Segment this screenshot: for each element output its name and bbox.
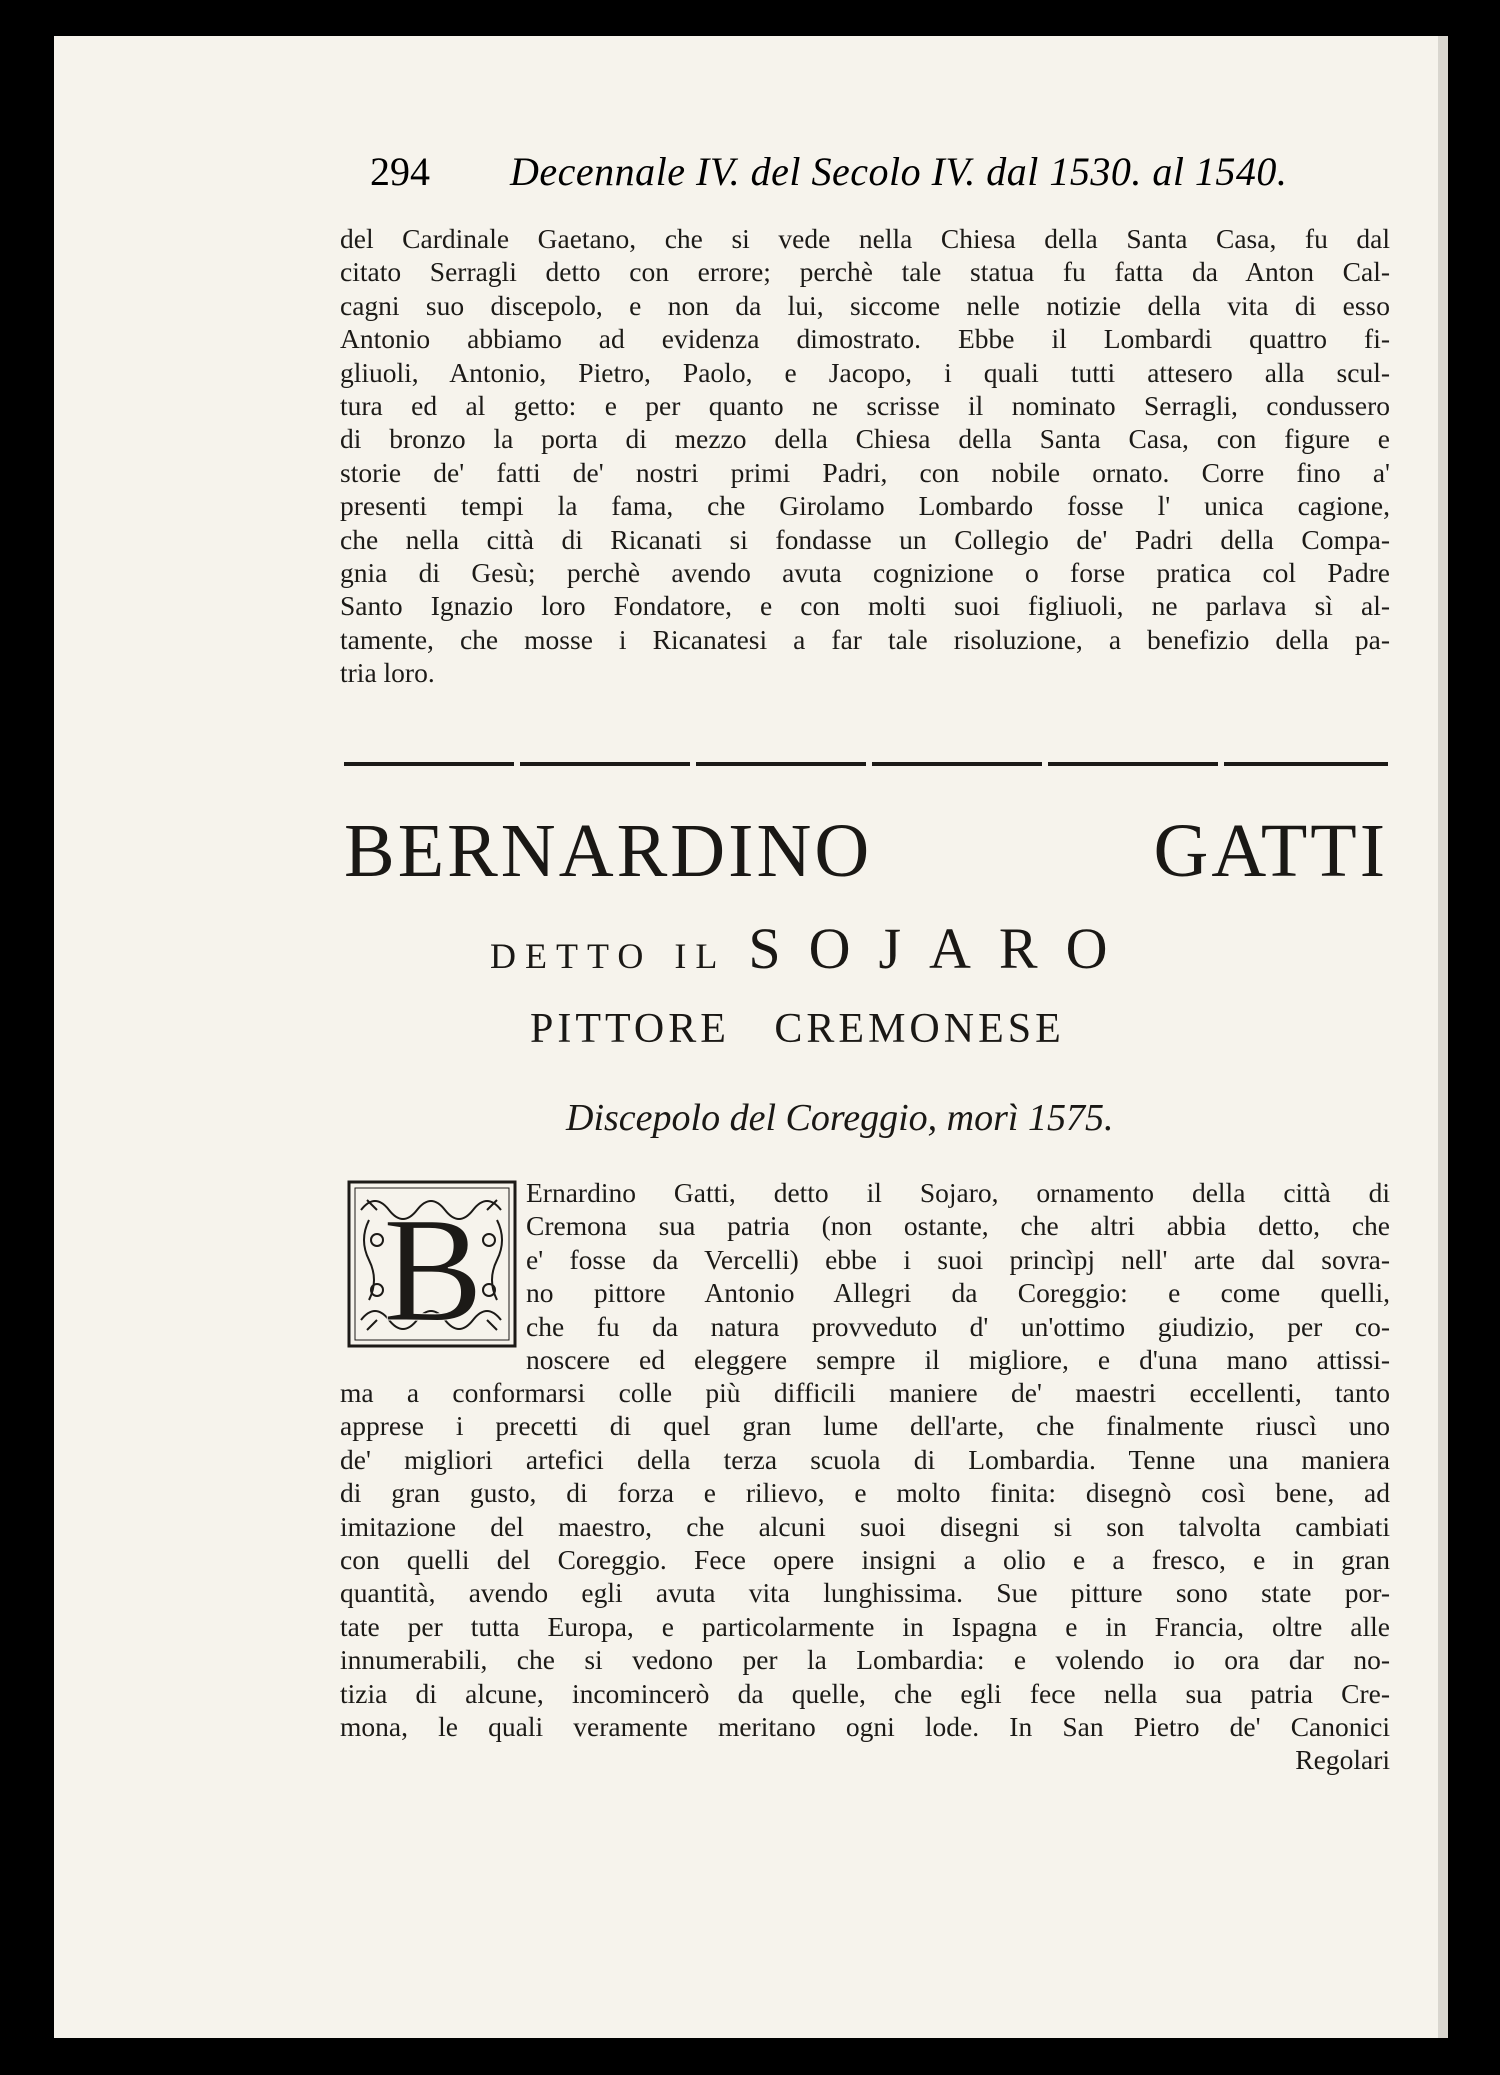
text-line: tura ed al getto: e per quanto ne scrisse il nominato Serragli, condussero — [340, 390, 1390, 422]
text-line: con quelli del Coreggio. Fece opere insigni a olio e a fresco, e in gran — [340, 1544, 1390, 1576]
page-header — [370, 148, 1380, 198]
nickname-line — [490, 915, 1135, 982]
text-line: tate per tutta Europa, e particolarmente in Ispagna e in Francia, oltre alle — [340, 1610, 1390, 1642]
text-line: di gran gusto, di forza e rilievo, e molto finita: disegnò così bene, ad — [340, 1477, 1390, 1509]
text-line: Ernardino Gatti, detto il Sojaro, ornamento della città di — [526, 1177, 1390, 1208]
ornamental-drop-cap-icon — [347, 1180, 517, 1348]
running-title: Decennale IV. del Secolo IV. dal 1530. al 1540. — [510, 149, 1288, 194]
text-line: tria loro. — [340, 657, 435, 689]
nickname: SOJARO — [748, 916, 1136, 981]
drop-cap-letter: B — [382, 1187, 484, 1348]
text-line: che fu da natura provveduto d' un'ottimo giudizio, per co- — [526, 1310, 1390, 1342]
text-line: gnia di Gesù; perchè avendo avuta cognizione o forse pratica col Padre — [340, 557, 1390, 589]
text-line: ma a conformarsi colle più difficili maniere de' maestri eccellenti, tanto — [340, 1377, 1390, 1408]
text-line: citato Serragli detto con errore; perchè tale statua fu fatta da Anton Cal- — [340, 256, 1390, 288]
text-line: innumerabili, che si vedono per la Lombardia: e volendo io ora dar no- — [340, 1644, 1390, 1676]
biography-title: BERNARDINO GATTI — [344, 809, 1388, 893]
teacher-and-death-line: Discepolo del Coreggio, morì 1575. — [566, 1097, 1114, 1139]
text-line: quantità, avendo egli avuta vita lunghissima. Sue pitture sono state por- — [340, 1577, 1390, 1609]
text-line: storie de' fatti de' nostri primi Padri, con nobile ornato. Corre fino a' — [340, 456, 1390, 488]
detto-label: DETTO — [490, 936, 653, 976]
text-line: presenti tempi la fama, che Girolamo Lombardo fosse l' unica cagione, — [340, 490, 1390, 522]
section-divider-rule — [344, 762, 1388, 766]
profession-subtitle: PITTORE CREMONESE — [530, 1006, 1065, 1052]
il-label: IL — [674, 936, 727, 976]
text-line: tamente, che mosse i Ricanatesi a far tale risoluzione, a benefizio della pa- — [340, 623, 1390, 655]
page-number: 294 — [370, 149, 430, 194]
text-line: Antonio abbiamo ad evidenza dimostrato. Ebbe il Lombardi quattro fi- — [340, 323, 1390, 355]
text-line: mona, le quali veramente meritano ogni lode. In San Pietro de' Canonici — [340, 1711, 1390, 1743]
text-line: apprese i precetti di quel gran lume dell'arte, che finalmente riuscì uno — [340, 1410, 1390, 1442]
main-text — [340, 1376, 1390, 1777]
text-line: de' migliori artefici della terza scuola di Lombardia. Tenne una maniera — [340, 1443, 1390, 1475]
text-line: imitazione del maestro, che alcuni suoi disegni si son talvolta cambiati — [340, 1510, 1390, 1542]
text-line: che nella città di Ricanati si fondasse un Collegio de' Padri della Compa- — [340, 523, 1390, 555]
catchword: Regolari — [1295, 1744, 1390, 1776]
text-line: cagni suo discepolo, e non da lui, siccome nelle notizie della vita di esso — [340, 289, 1390, 321]
previous-section-text — [340, 222, 1390, 690]
text-line: del Cardinale Gaetano, che si vede nella Chiesa della Santa Casa, fu dal — [340, 223, 1390, 254]
text-line: tizia di alcune, incomincerò da quelle, che egli fece nella sua patria Cre- — [340, 1677, 1390, 1709]
text-line: e' fosse da Vercelli) ebbe i suoi princìpj nell' arte dal sovra- — [526, 1243, 1390, 1275]
text-line: Cremona sua patria (non ostante, che altri abbia detto, che — [526, 1210, 1390, 1242]
text-line: di bronzo la porta di mezzo della Chiesa della Santa Casa, con figure e — [340, 423, 1390, 455]
text-line: Santo Ignazio loro Fondatore, e con molti suoi figliuoli, ne parlava sì al- — [340, 590, 1390, 622]
text-line: gliuoli, Antonio, Pietro, Paolo, e Jacopo, i quali tutti attesero alla scul- — [340, 356, 1390, 388]
text-line: noscere ed eleggere sempre il migliore, e d'una mano attissi- — [526, 1344, 1390, 1376]
text-line: no pittore Antonio Allegri da Coreggio: e come quelli, — [526, 1277, 1390, 1309]
main-text-indented — [526, 1176, 1390, 1376]
